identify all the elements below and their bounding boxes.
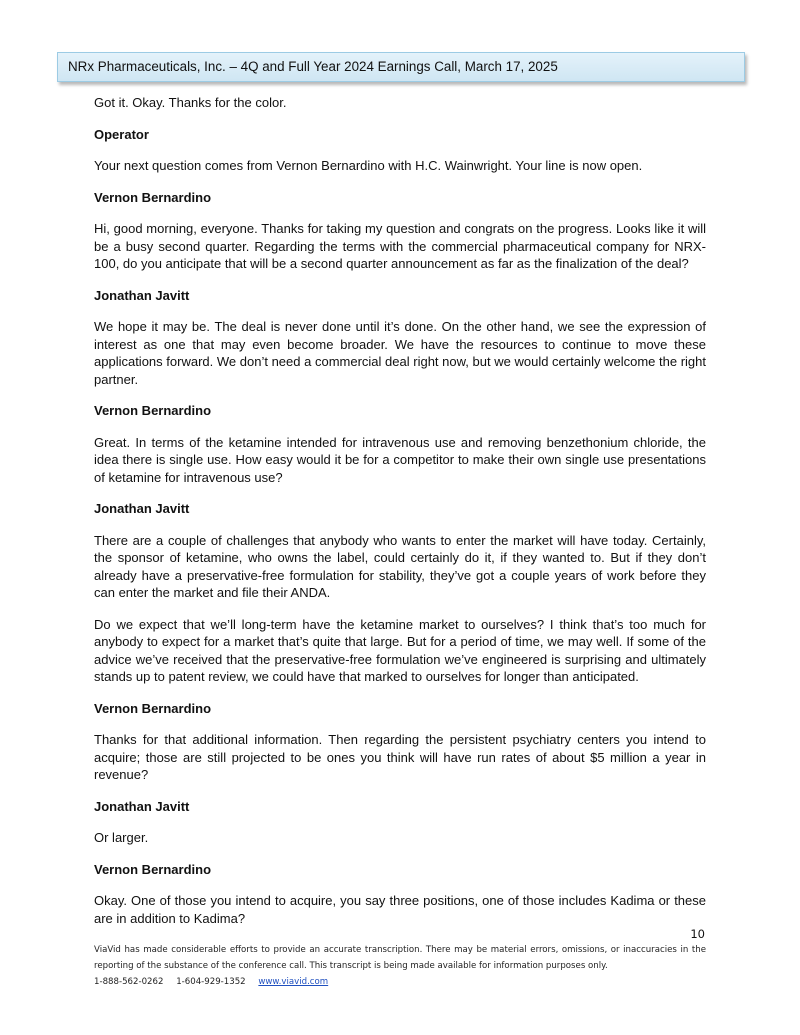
transcript-paragraph: Okay. One of those you intend to acquire, you say three positions, one of those includes Kadima or these are in addition to Kadima? xyxy=(94,893,706,926)
phone-number-2: 1-604-929-1352 xyxy=(176,977,246,987)
transcript-paragraph: Do we expect that we’ll long-term have the ketamine market to ourselves? I think that’s too much for anybody to expect for a market that’s quite that large. But for a period of time, we may well. If some of the advice we’ve received that the preservative-free formulation we’ve engineered is surprising and ultimately stands up to patent review, we could have that marked to ourselves for longer than anticipated. xyxy=(94,616,706,684)
transcript-paragraph: Your next question comes from Vernon Bernardino with H.C. Wainwright. Your line is now open. xyxy=(94,158,643,173)
transcript-paragraph: There are a couple of challenges that anybody who wants to enter the market will have today. Certainly, the sponsor of ketamine, who owns the label, could certainly do it, if they wanted to. But if they don’t already have a preservative-free formulation for stability, they’ve got a couple years of work before they can enter the market and file their ANDA. xyxy=(94,532,706,600)
transcript-paragraph: Or larger. xyxy=(94,830,149,845)
speaker-name: Jonathan Javitt xyxy=(94,798,190,814)
transcript-paragraph: Hi, good morning, everyone. Thanks for taking my question and congrats on the progress. Looks like it will be a busy second quarter. Regarding the terms with the commercial pharmaceutical company for NRX-100, do you anticipate that will be a second quarter announcement as far as the finalization of the deal? xyxy=(94,221,706,271)
transcript-paragraph: Thanks for that additional information. Then regarding the persistent psychiatry centers you intend to acquire; those are still projected to be ones you think will have run rates of about $5 million a year in revenue? xyxy=(94,732,706,782)
transcript-paragraph: Got it. Okay. Thanks for the color. xyxy=(94,95,287,110)
footer-disclaimer: ViaVid has made considerable efforts to provide an accurate transcription. There may be material errors, omissions, or inaccuracies in the reporting of the substance of the conference call. This transcript is being made available for information purposes only. xyxy=(94,945,706,971)
document-title: NRx Pharmaceuticals, Inc. – 4Q and Full Year 2024 Earnings Call, March 17, 2025 xyxy=(68,59,558,74)
transcript-paragraph: We hope it may be. The deal is never done until it’s done. On the other hand, we see the expression of interest as one that may even become broader. We have the resources to continue to move these applications forward. We don’t need a commercial deal right now, but we would certainly welcome the right partner. xyxy=(94,319,706,387)
speaker-name: Vernon Bernardino xyxy=(94,700,212,716)
phone-number-1: 1-888-562-0262 xyxy=(94,977,164,987)
header-banner xyxy=(57,52,745,82)
speaker-name: Jonathan Javitt xyxy=(94,287,190,303)
speaker-name: Vernon Bernardino xyxy=(94,861,212,877)
speaker-name: Operator xyxy=(94,126,149,142)
speaker-name: Vernon Bernardino xyxy=(94,189,212,205)
transcript-paragraph: Great. In terms of the ketamine intended for intravenous use and removing benzethonium chloride, the idea there is single use. How easy would it be for a competitor to make their own single use presentations of ketamine for intravenous use? xyxy=(94,434,706,485)
transcript-body xyxy=(94,94,706,941)
footer xyxy=(94,942,706,990)
speaker-name: Jonathan Javitt xyxy=(94,501,190,516)
speaker-name: Vernon Bernardino xyxy=(94,403,212,418)
website-link[interactable]: www.viavid.com xyxy=(258,977,329,987)
page-number: 10 xyxy=(690,927,705,941)
footer-contact xyxy=(94,974,706,990)
